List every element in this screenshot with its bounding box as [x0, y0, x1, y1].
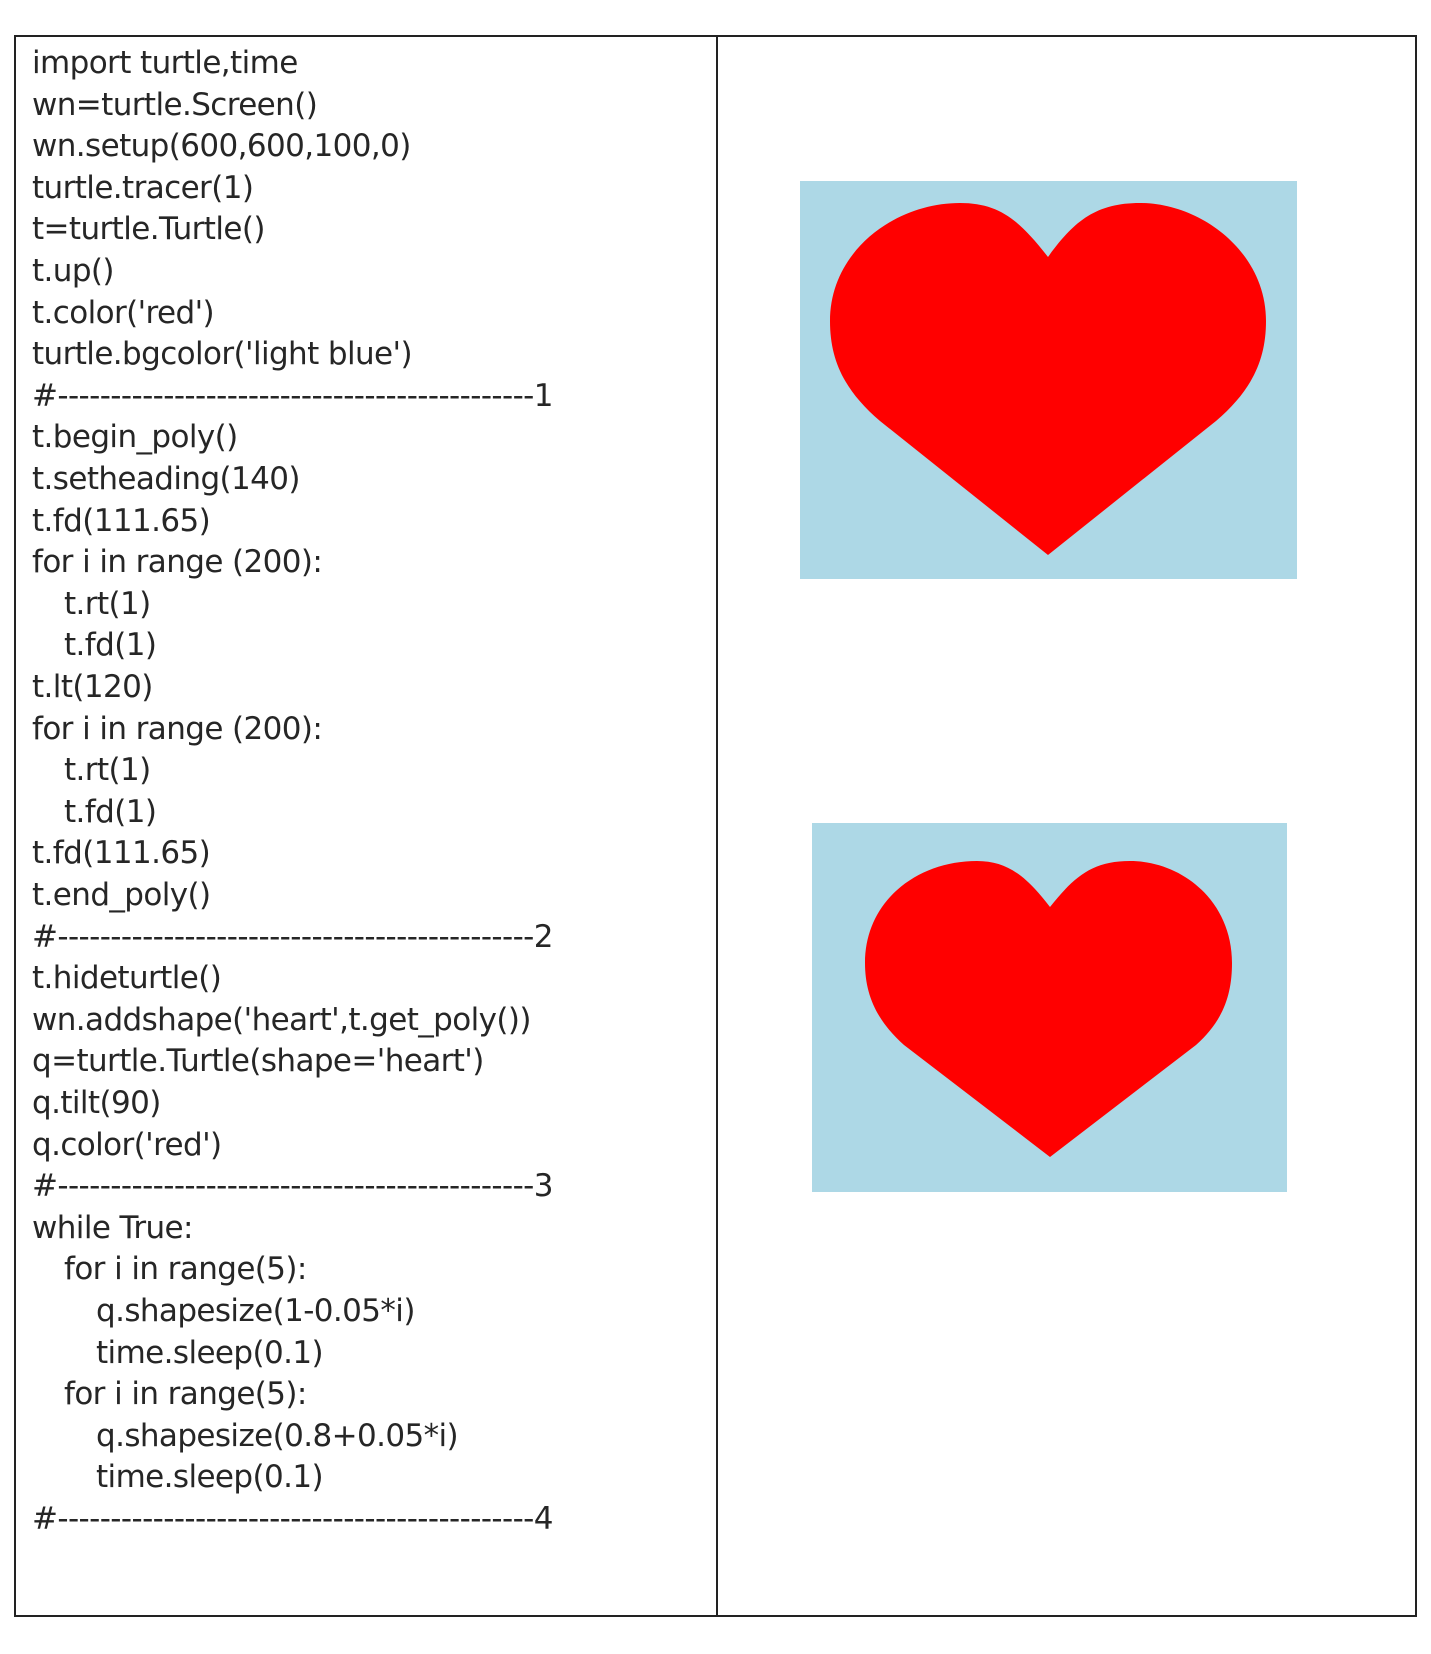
code-line: for i in range(5): [64, 1376, 307, 1413]
code-line: for i in range (200): [32, 544, 323, 581]
code-line: time.sleep(0.1) [96, 1334, 323, 1371]
code-line: turtle.bgcolor('light blue') [32, 336, 412, 373]
code-line: t.fd(1) [64, 627, 157, 664]
code-line: t.up() [32, 253, 114, 289]
code-line: t.fd(111.65) [32, 502, 211, 539]
code-line: time.sleep(0.1) [96, 1459, 323, 1496]
content-table [14, 35, 1417, 1617]
code-line: t=turtle.Turtle() [32, 211, 265, 248]
code-line: wn=turtle.Screen() [32, 86, 318, 123]
code-line: import turtle,time [32, 45, 298, 81]
code-line: #---------------------------------------------1 [32, 377, 553, 414]
code-line: wn.addshape('heart',t.get_poly()) [32, 1001, 531, 1038]
code-line: #---------------------------------------------3 [32, 1168, 553, 1205]
code-line: t.rt(1) [64, 752, 151, 789]
code-line: #---------------------------------------------4 [32, 1501, 553, 1537]
code-line: t.lt(120) [32, 669, 153, 705]
code-line: t.setheading(140) [32, 461, 300, 497]
code-line: q=turtle.Turtle(shape='heart') [32, 1043, 484, 1080]
code-line: wn.setup(600,600,100,0) [32, 128, 411, 165]
code-line: q.color('red') [32, 1126, 222, 1163]
heart-figure-large [800, 181, 1297, 579]
code-line: t.rt(1) [64, 585, 151, 622]
code-line: for i in range(5): [64, 1251, 307, 1288]
code-line: t.begin_poly() [32, 419, 238, 456]
code-line: for i in range (200): [32, 710, 323, 747]
code-line: #---------------------------------------------2 [32, 918, 553, 955]
code-line: t.end_poly() [32, 877, 211, 913]
code-line: q.shapesize(1-0.05*i) [96, 1293, 415, 1329]
code-line: while True: [32, 1209, 193, 1246]
heart-icon [812, 823, 1287, 1192]
code-line: t.fd(111.65) [32, 835, 211, 872]
output-cell [718, 37, 1415, 1615]
heart-icon [800, 181, 1297, 579]
code-line: t.hideturtle() [32, 960, 222, 997]
code-line: t.color('red') [32, 294, 214, 331]
code-line: q.tilt(90) [32, 1085, 161, 1121]
code-line: turtle.tracer(1) [32, 169, 254, 206]
heart-figure-small [812, 823, 1287, 1192]
code-line: q.shapesize(0.8+0.05*i) [96, 1417, 458, 1454]
code-line: t.fd(1) [64, 793, 157, 830]
code-cell [16, 37, 718, 1615]
